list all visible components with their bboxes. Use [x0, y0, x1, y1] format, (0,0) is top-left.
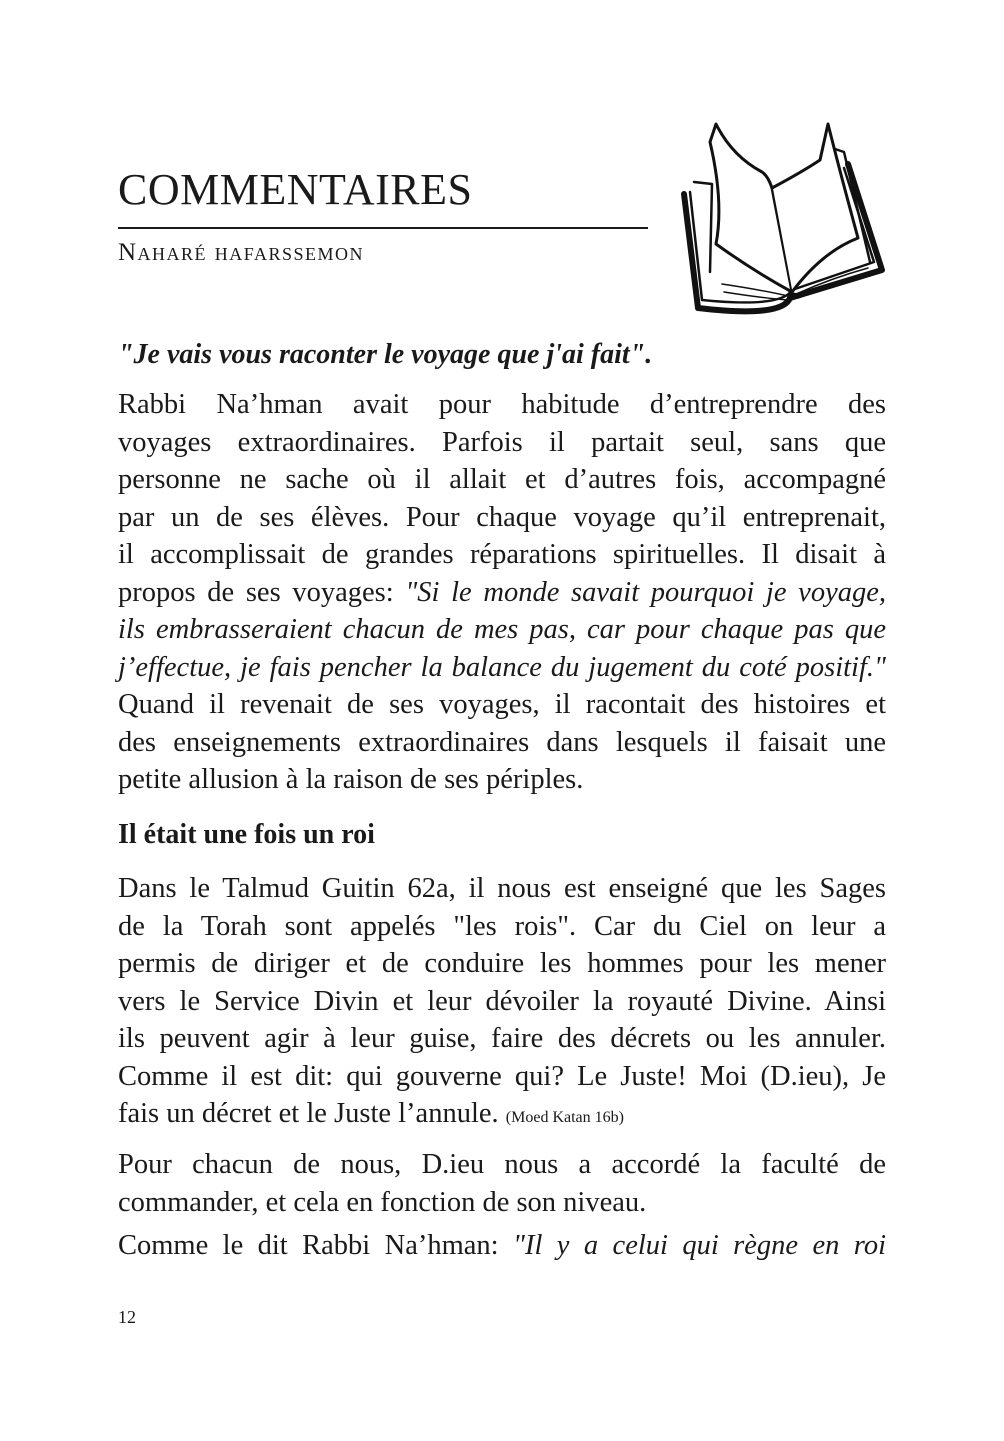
- section-king-paragraph: [118, 870, 886, 1133]
- paragraph-line: des enseignements extraordinaires dans lesquels il faisait une: [118, 726, 886, 758]
- paragraph-line: par un de ses élèves. Pour chaque voyage qu’il entreprenait,: [118, 501, 886, 533]
- paragraph-line: petite allusion à la raison de ses périples.: [118, 764, 584, 795]
- plain-text: fais un décret et le Juste l’annule.: [118, 1098, 506, 1129]
- paragraph-line: ils peuvent agir à leur guise, faire des décrets ou les annuler.: [118, 1023, 886, 1054]
- paragraph-line: personne ne sache où il allait et d’autres fois, accompagné: [118, 464, 886, 495]
- plain-text: propos de ses voyages:: [118, 576, 406, 608]
- paragraph-line: commander, et cela en fonction de son niveau.: [118, 1186, 647, 1218]
- italic-quote-line: j’effectue, je fais pencher la balance du jugement du coté positif.": [118, 651, 886, 683]
- quote-heading: "Je vais vous raconter le voyage que j'ai fait".: [118, 339, 653, 370]
- paragraph-line: voyages extraordinaires. Parfois il partait seul, sans que: [118, 426, 886, 458]
- section-quote-paragraph: [118, 1227, 886, 1265]
- paragraph-line-mixed: [118, 1227, 886, 1265]
- paragraph-line: vers le Service Divin et leur dévoiler la royauté Divine. Ainsi: [118, 985, 886, 1017]
- title-divider: [118, 227, 648, 229]
- italic-quote-line: ils embrasseraient chacun de mes pas, car pour chaque pas que: [118, 614, 886, 645]
- section-command-paragraph: [118, 1146, 886, 1221]
- paragraph-line: de la Torah sont appelés "les rois". Car du Ciel on leur a: [118, 910, 886, 942]
- italic-quote: "Si le monde savait pourquoi je voyage,: [405, 576, 886, 608]
- page-subtitle: Naharé hafarssemon: [118, 239, 364, 266]
- paragraph-line: Dans le Talmud Guitin 62a, il nous est enseigné que les Sages: [118, 873, 886, 904]
- paragraph-line: Pour chacun de nous, D.ieu nous a accordé la faculté de: [118, 1149, 886, 1180]
- plain-text: Comme le dit Rabbi Na’hman:: [118, 1230, 514, 1261]
- italic-quote: "Il y a celui qui règne en roi: [513, 1230, 886, 1261]
- paragraph-line: il accomplissait de grandes réparations spirituelles. Il disait à: [118, 539, 886, 570]
- paragraph-line: Comme il est dit: qui gouverne qui? Le Juste! Moi (D.ieu), Je: [118, 1060, 886, 1092]
- paragraph-line: permis de diriger et de conduire les hommes pour les mener: [118, 948, 886, 979]
- section-heading-block: [118, 816, 886, 854]
- paragraph-line-with-ref: [118, 1095, 886, 1133]
- paragraph-line-mixed: [118, 574, 886, 612]
- page-number: 12: [118, 1307, 136, 1327]
- paragraph-line: Rabbi Na’hman avait pour habitude d’entreprendre des: [118, 389, 886, 420]
- source-reference: (Moed Katan 16b): [505, 1109, 624, 1126]
- page-title: COMMENTAIRES: [118, 165, 473, 214]
- paragraph-line: Quand il revenait de ses voyages, il racontait des histoires et: [118, 689, 886, 720]
- section-heading: Il était une fois un roi: [118, 819, 375, 850]
- section-intro: [118, 336, 886, 799]
- open-book-icon: [672, 112, 888, 324]
